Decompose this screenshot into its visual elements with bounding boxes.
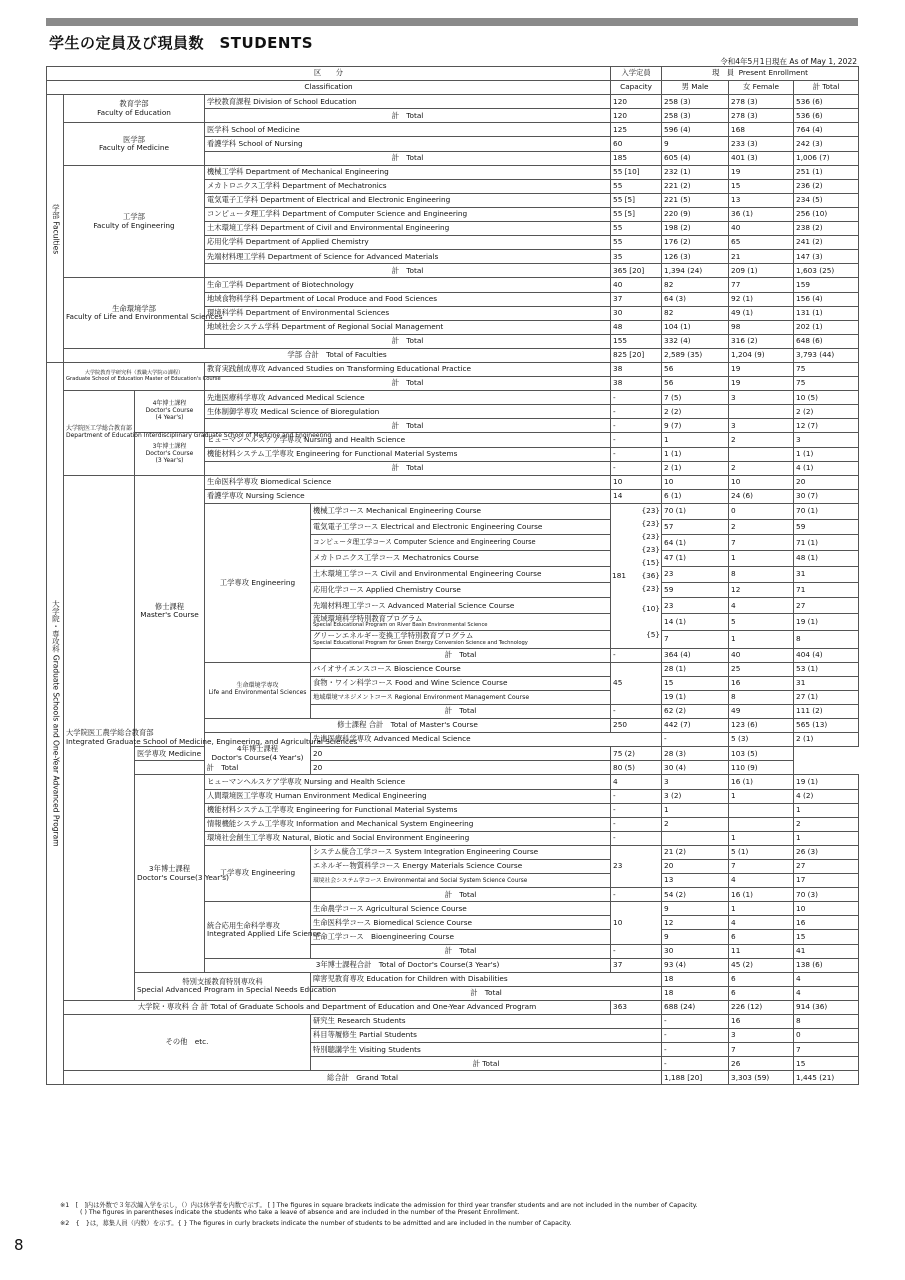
table-row: 看護学専攻 Nursing Science 14 6 (1) 24 (6) 30 (7): [47, 489, 859, 503]
table-row: その他 etc. 研究生 Research Students - 16 8: [47, 1015, 859, 1029]
side-label-faculties: 学部 Faculties: [47, 95, 64, 363]
table-row: 食物・ワイン科学コース Food and Wine Science Course 15 16 31: [47, 676, 859, 690]
header-present-jp: 現 員 Present Enrollment: [662, 67, 859, 81]
table-row: 大学院・専攻科 Graduate Schools and One-Year Advanced Program 大学院教育学研究科（教職大学院の課程） Graduate School of Education Master of Education's Course 教育実践創成専攻 Advanced Studies on Transforming Educational Practice 38 56 19 75: [47, 362, 859, 376]
table-row: 土木環境工学科 Department of Civil and Environmental Engineering 55 198 (2) 40 238 (2): [47, 222, 859, 236]
table-row: 工学専攻 Engineering 機械工学コース Mechanical Engineering Course 181 {23} {23} {23} {23} {15} {36} {23} {10} {5} 70 (1) 0 70 (1): [47, 503, 859, 519]
table-row: 地域社会システム学科 Department of Regional Social Management 48 104 (1) 98 202 (1): [47, 320, 859, 334]
table-row: 応用化学コース Applied Chemistry Course 59 12 71: [47, 582, 859, 598]
table-row: 学部 Faculties 教育学部 Faculty of Education 学校教育課程 Division of School Education 120 258 (3) 278 (3) 536 (6): [47, 95, 859, 109]
table-row: グリーンエネルギー変換工学特別教育プログラム Special Educational Program for Green Energy Conversion Science and Technology 7 1 8: [47, 631, 859, 648]
table-row: メカトロニクス工学科 Department of Mechatronics 55 221 (2) 15 236 (2): [47, 179, 859, 193]
eng-capacity: 181 {23} {23} {23} {23} {15} {36} {23} {10} {5}: [611, 503, 662, 648]
note-1: ※1 [ ]内は外数で３年次編入学を示し，（）内は休学者を内数で示す。 [ ] The figures in square brackets indicate the admission for third year transfer students and are not included in the number of Capacity.: [60, 1202, 698, 1209]
table-row: 生命環境学部 Faculty of Life and Environmental Sciences 生命工学科 Department of Biotechnology 40 82 77 159: [47, 278, 859, 292]
page-number: 8: [14, 1236, 24, 1254]
total-row: 計 Total - 9 (7) 3 12 (7): [47, 419, 859, 433]
table-row: 環境科学科 Department of Environmental Sciences 30 82 49 (1) 131 (1): [47, 306, 859, 320]
table-row: 情報機能システム工学専攻 Information and Mechanical System Engineering - 2 2: [47, 817, 859, 831]
total-row: 計 Total 155 332 (4) 316 (2) 648 (6): [47, 334, 859, 348]
total-row: 計 Total - 30 11 41: [47, 944, 859, 958]
header-capacity-jp: 入学定員: [611, 67, 662, 81]
total-row: 計 Total - 54 (2) 16 (1) 70 (3): [47, 888, 859, 902]
total-row: 計 Total 18 6 4: [47, 986, 859, 1000]
table-row: 環境社会システム学コース Environmental and Social System Science Course 13 4 17: [47, 874, 859, 888]
top-bar: [46, 18, 858, 26]
table-row: 生命環境学専攻 Life and Environmental Sciences バイオサイエンスコース Bioscience Course 45 28 (1) 25 53 (1): [47, 662, 859, 676]
students-table: [46, 66, 859, 1085]
doctor-4yr: 4年博士課程 Doctor's Course(4 Year's): [205, 733, 311, 775]
total-row: 計 Total 38 56 19 75: [47, 377, 859, 391]
total-row: 3年博士課程合計 Total of Doctor's Course(3 Year's) 37 93 (4) 45 (2) 138 (6): [47, 958, 859, 972]
table-row: 医学専攻 Medicine 20 75 (2) 28 (3) 103 (5): [47, 747, 859, 761]
life-major: 生命環境学専攻 Life and Environmental Sciences: [205, 662, 311, 718]
faculty-education: 教育学部 Faculty of Education: [64, 95, 205, 123]
faculty-engineering: 工学部 Faculty of Engineering: [64, 165, 205, 278]
table-row: 特別聴講学生 Visiting Students - 7 7: [47, 1043, 859, 1057]
grad-interdisciplinary: 大学院医工学総合教育部 Department of Education Interdisciplinary Graduate School of Medicine and Engineering: [64, 391, 135, 476]
table-row: 科目等履修生 Partial Students - 3 0: [47, 1029, 859, 1043]
table-row: 4年博士課程 Doctor's Course(4 Year's) 先進医療科学専攻 Advanced Medical Science - 5 (3) 2 (1): [47, 733, 859, 747]
table-row: 統合応用生命科学専攻 Integrated Applied Life Science 生命農学コース Agricultural Science Course 10 9 1 10: [47, 902, 859, 916]
total-row: 計 Total 185 605 (4) 401 (3) 1,006 (7): [47, 151, 859, 165]
doctor-3yr: 3年博士課程 Doctor's Course(3 Year's): [135, 775, 205, 972]
side-label-grad: 大学院・専攻科 Graduate Schools and One-Year Advanced Program: [47, 362, 64, 1085]
as-of-date: 令和4年5月1日現在 As of May 1, 2022: [720, 57, 857, 66]
total-row: 計 Total - 62 (2) 49 111 (2): [47, 704, 859, 718]
table-row: 特別支援教育特別専攻科 Special Advanced Program in Special Needs Education 障害児教育専攻 Education for Children with Disabilities 18 6 4: [47, 972, 859, 986]
table-row: 先端材料理工学科 Department of Science for Advanced Materials 35 126 (3) 21 147 (3): [47, 250, 859, 264]
special-needs-program: 特別支援教育特別専攻科 Special Advanced Program in Special Needs Education: [135, 972, 311, 1000]
note-2: ※2 { }は，募集人員（内数）を示す。{ } The figures in curly brackets indicate the number of students to be admitted and are included in the number of Capacity.: [60, 1220, 572, 1227]
table-row: 工学部 Faculty of Engineering 機械工学科 Department of Mechanical Engineering 55 [10] 232 (1) 19 251 (1): [47, 165, 859, 179]
grad-integrated: 大学院医工農学総合教育部 Integrated Graduate School of Medicine, Engineering, and Agricultural Sciences: [64, 475, 135, 1000]
note-1b: ( ) The figures in parentheses indicate the students who take a leave of absence and are included in the number of the Present Enrollment.: [80, 1209, 520, 1216]
table-row: 生命工学コース Bioengineering Course 9 6 15: [47, 930, 859, 944]
table-row: 生命医科学コース Biomedical Science Course 12 4 16: [47, 916, 859, 930]
total-row: 修士課程 合計 Total of Master's Course 250 442 (7) 123 (6) 565 (13): [47, 719, 859, 733]
table-row: メカトロニクス工学コース Mechatronics Course 47 (1) 1 48 (1): [47, 551, 859, 567]
table-row: 3年博士課程 Doctor's Course(3 Year's) ヒューマンヘルスケア学専攻 Nursing and Health Science 4 3 16 (1) 19 (1): [47, 775, 859, 789]
grad-education: 大学院教育学研究科（教職大学院の課程） Graduate School of Education Master of Education's Course: [64, 362, 205, 390]
table-row: コンピュータ理工学科 Department of Computer Science and Engineering 55 [5] 220 (9) 36 (1) 256 (10): [47, 207, 859, 221]
table-row: 大学院医工学総合教育部 Department of Education Interdisciplinary Graduate School of Medicine and Engineering 4年博士課程 Doctor's Course (4 Year's) 先進医療科学専攻 Advanced Medical Science - 7 (5) 3 10 (5): [47, 391, 859, 405]
table-row: 電気電子工学科 Department of Electrical and Electronic Engineering 55 [5] 221 (5) 13 234 (5): [47, 193, 859, 207]
table-row: エネルギー物質科学コース Energy Materials Science Course 20 7 27: [47, 859, 859, 873]
header-female: 女 Female: [729, 81, 794, 95]
header-capacity-en: Capacity: [611, 81, 662, 95]
page-title: 学生の定員及び現員数 STUDENTS: [49, 34, 314, 52]
faculty-life-env: 生命環境学部 Faculty of Life and Environmental Sciences: [64, 278, 205, 348]
header-classification-en: Classification: [47, 81, 611, 95]
table-row: 医学部 Faculty of Medicine 医学科 School of Medicine 125 596 (4) 168 764 (4): [47, 123, 859, 137]
total-row: 計 Total 120 258 (3) 278 (3) 536 (6): [47, 109, 859, 123]
masters-course: 修士課程 Master's Course: [135, 475, 205, 747]
table-row: 応用化学科 Department of Applied Chemistry 55 176 (2) 65 241 (2): [47, 236, 859, 250]
table-row: 地域食物科学科 Department of Local Produce and Food Sciences 37 64 (3) 92 (1) 156 (4): [47, 292, 859, 306]
table-row: 工学専攻 Engineering システム統合工学コース System Integration Engineering Course 23 21 (2) 5 (1) 26 (3): [47, 845, 859, 859]
eng-major: 工学専攻 Engineering: [205, 503, 311, 662]
table-row: 電気電子工学コース Electrical and Electronic Engineering Course 57 2 59: [47, 519, 859, 535]
table-row: 環境社会創生工学専攻 Natural, Biotic and Social Environment Engineering - 1 1: [47, 831, 859, 845]
total-row: 計 Total - 2 (1) 2 4 (1): [47, 461, 859, 475]
others: その他 etc.: [64, 1015, 311, 1071]
table-row: 生体制御学専攻 Medical Science of Bioregulation - 2 (2) 2 (2): [47, 405, 859, 419]
table-row: 先端材料理工学コース Advanced Material Science Course 23 4 27: [47, 598, 859, 614]
table-row: 流域環境科学特別教育プログラム Special Educational Program on River Basin Environmental Science 14 (1) 5 19 (1): [47, 614, 859, 631]
grad-total-row: 大学院・専攻科 合 計 Total of Graduate Schools and Department of Education and One-Year Advanced Program 363 688 (24) 226 (12) 914 (36): [47, 1000, 859, 1014]
table-row: 地域環境マネジメントコース Regional Environment Management Course 19 (1) 8 27 (1): [47, 690, 859, 704]
total-row: 計 Total - 26 15: [47, 1057, 859, 1071]
table-row: 大学院医工農学総合教育部 Integrated Graduate School of Medicine, Engineering, and Agricultural Sciences 修士課程 Master's Course 生命医科学専攻 Biomedical Science 10 10 10 20: [47, 475, 859, 489]
header-total: 計 Total: [794, 81, 859, 95]
table-row: 機能材料システム工学専攻 Engineering for Functional Material Systems - 1 (1) 1 (1): [47, 447, 859, 461]
faculty-medicine: 医学部 Faculty of Medicine: [64, 123, 205, 165]
doc3-eng-major: 工学専攻 Engineering: [205, 845, 311, 901]
grand-total-row: 総合計 Grand Total 1,188 [20] 3,303 (59) 1,445 (21): [47, 1071, 859, 1085]
table-row: 看護学科 School of Nursing 60 9 233 (3) 242 (3): [47, 137, 859, 151]
interdisc-3yr: 3年博士課程 Doctor's Course (3 Year's): [135, 433, 205, 475]
header-male: 男 Male: [662, 81, 729, 95]
table-row: 人間環境医工学専攻 Human Environment Medical Engineering - 3 (2) 1 4 (2): [47, 789, 859, 803]
table-row: 土木環境工学コース Civil and Environmental Engineering Course 23 8 31: [47, 566, 859, 582]
interdisc-4yr: 4年博士課程 Doctor's Course (4 Year's): [135, 391, 205, 433]
table-row: コンピュータ理工学コース Computer Science and Engineering Course 64 (1) 7 71 (1): [47, 535, 859, 551]
total-row: 計 Total - 364 (4) 40 404 (4): [47, 648, 859, 662]
table-row: 3年博士課程 Doctor's Course (3 Year's) ヒューマンヘルスケア学専攻 Nursing and Health Science - 1 2 3: [47, 433, 859, 447]
doc3-life-major: 統合応用生命科学専攻 Integrated Applied Life Science: [205, 902, 311, 958]
total-row: 計 Total 365 [20] 1,394 (24) 209 (1) 1,603 (25): [47, 264, 859, 278]
total-row: 計 Total 20 80 (5) 30 (4) 110 (9): [47, 761, 859, 775]
header-classification-jp: 区 分: [47, 67, 611, 81]
faculties-total-row: 学部 合計 Total of Faculties 825 [20] 2,589 (35) 1,204 (9) 3,793 (44): [47, 348, 859, 362]
table-row: 機能材料システム工学専攻 Engineering for Functional Material Systems - 1 1: [47, 803, 859, 817]
